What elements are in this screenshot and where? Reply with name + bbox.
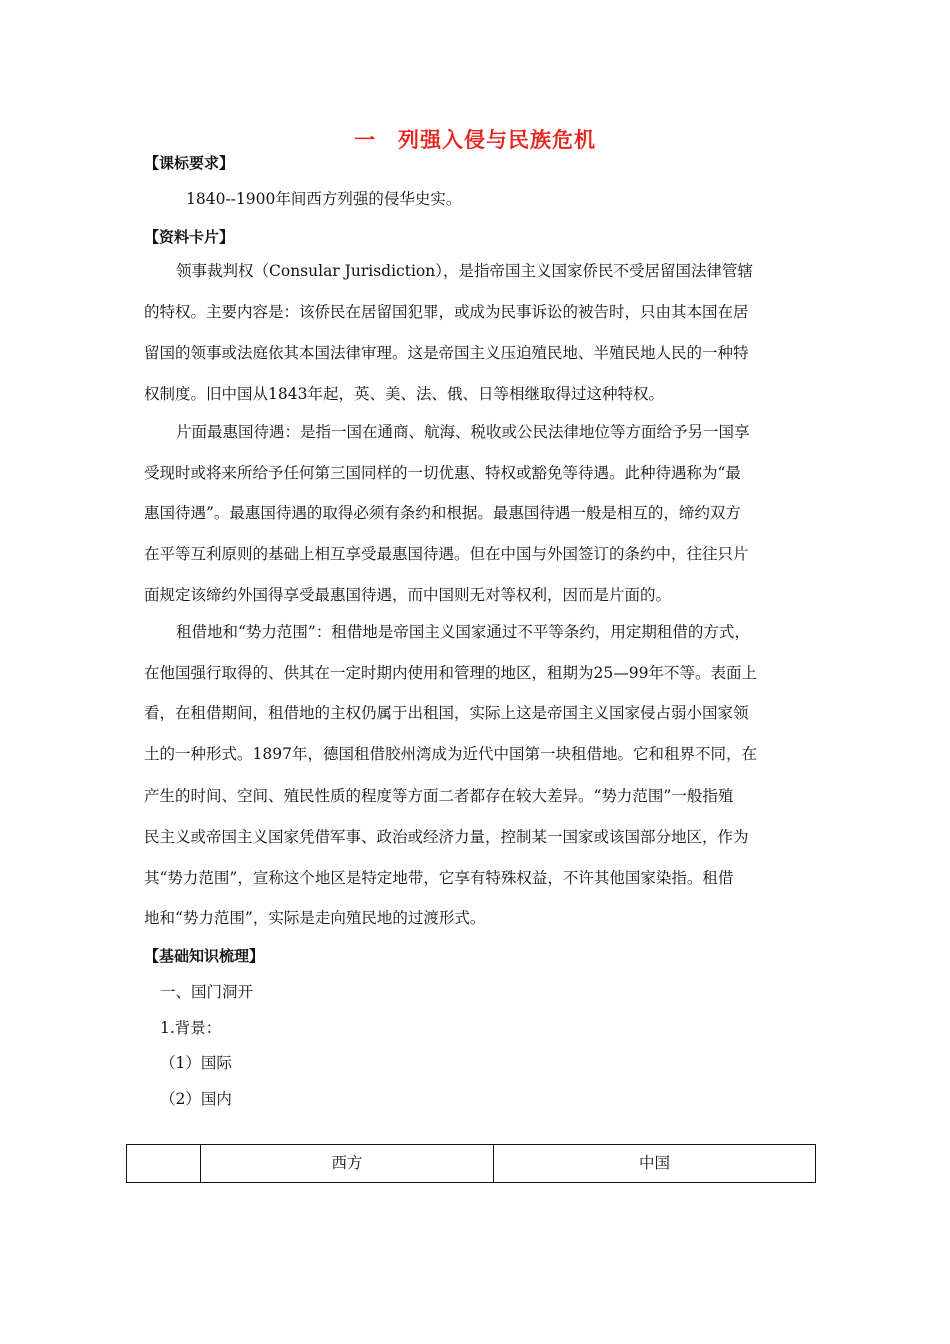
standard-heading: 【课标要求】	[144, 154, 235, 172]
materials-line: 惠国待遇”。最惠国待遇的取得必须有条约和根据。最惠国待遇一般是相互的，缔约双方	[144, 504, 741, 522]
table-header-row	[127, 1145, 816, 1183]
standard-text: 1840--1900年间西方列强的侵华史实。	[186, 190, 462, 208]
materials-line: 民主义或帝国主义国家凭借军事、政治或经济力量，控制某一国家或该国部分地区，作为	[144, 828, 749, 846]
materials-line: 领事裁判权（Consular Jurisdiction），是指帝国主义国家侨民不受居留国法律管辖	[176, 262, 753, 280]
materials-line: 产生的时间、空间、殖民性质的程度等方面二者都存在较大差异。“势力范围”一般指殖	[144, 787, 734, 805]
page-title	[0, 124, 950, 154]
materials-heading: 【资料卡片】	[144, 228, 235, 246]
outline-item: 1.背景：	[160, 1019, 222, 1037]
materials-line: 在他国强行取得的、供其在一定时期内使用和管理的地区，租期为25—99年不等。表面上	[144, 664, 757, 682]
materials-line: 权制度。旧中国从1843年起，英、美、法、俄、日等相继取得过这种特权。	[144, 385, 664, 403]
outline-item: （1）国际	[160, 1054, 232, 1072]
title-number: 一	[354, 128, 376, 152]
title-text: 列强入侵与民族危机	[398, 128, 596, 152]
basics-heading: 【基础知识梳理】	[144, 947, 265, 965]
materials-line: 看，在租借期间，租借地的主权仍属于出租国，实际上这是帝国主义国家侵占弱小国家领	[144, 704, 749, 722]
outline-item: 一、国门洞开	[160, 983, 254, 1001]
comparison-table	[126, 1144, 816, 1183]
materials-line: 片面最惠国待遇：是指一国在通商、航海、税收或公民法律地位等方面给予另一国享	[176, 423, 750, 441]
materials-line: 其“势力范围”，宣称这个地区是特定地带，它享有特殊权益，不许其他国家染指。租借	[144, 869, 734, 887]
materials-line: 土的一种形式。1897年，德国租借胶州湾成为近代中国第一块租借地。它和租界不同，在	[144, 745, 757, 763]
materials-line: 留国的领事或法庭依其本国法律审理。这是帝国主义压迫殖民地、半殖民地人民的一种特	[144, 344, 749, 362]
materials-line: 受现时或将来所给予任何第三国同样的一切优惠、特权或豁免等待遇。此种待遇称为“最	[144, 464, 741, 482]
materials-line: 地和“势力范围”，实际是走向殖民地的过渡形式。	[144, 909, 486, 927]
materials-line: 面规定该缔约外国得享受最惠国待遇，而中国则无对等权利，因而是片面的。	[144, 586, 672, 604]
table-header-cell	[127, 1145, 201, 1183]
materials-line: 的特权。主要内容是：该侨民在居留国犯罪，或成为民事诉讼的被告时，只由其本国在居	[144, 303, 749, 321]
outline-item: （2）国内	[160, 1090, 232, 1108]
table-header-cell: 中国	[494, 1145, 816, 1183]
materials-line: 在平等互利原则的基础上相互享受最惠国待遇。但在中国与外国签订的条约中，往往只片	[144, 545, 749, 563]
table-header-cell: 西方	[201, 1145, 494, 1183]
materials-line: 租借地和“势力范围”：租借地是帝国主义国家通过不平等条约，用定期租借的方式，	[176, 623, 750, 641]
